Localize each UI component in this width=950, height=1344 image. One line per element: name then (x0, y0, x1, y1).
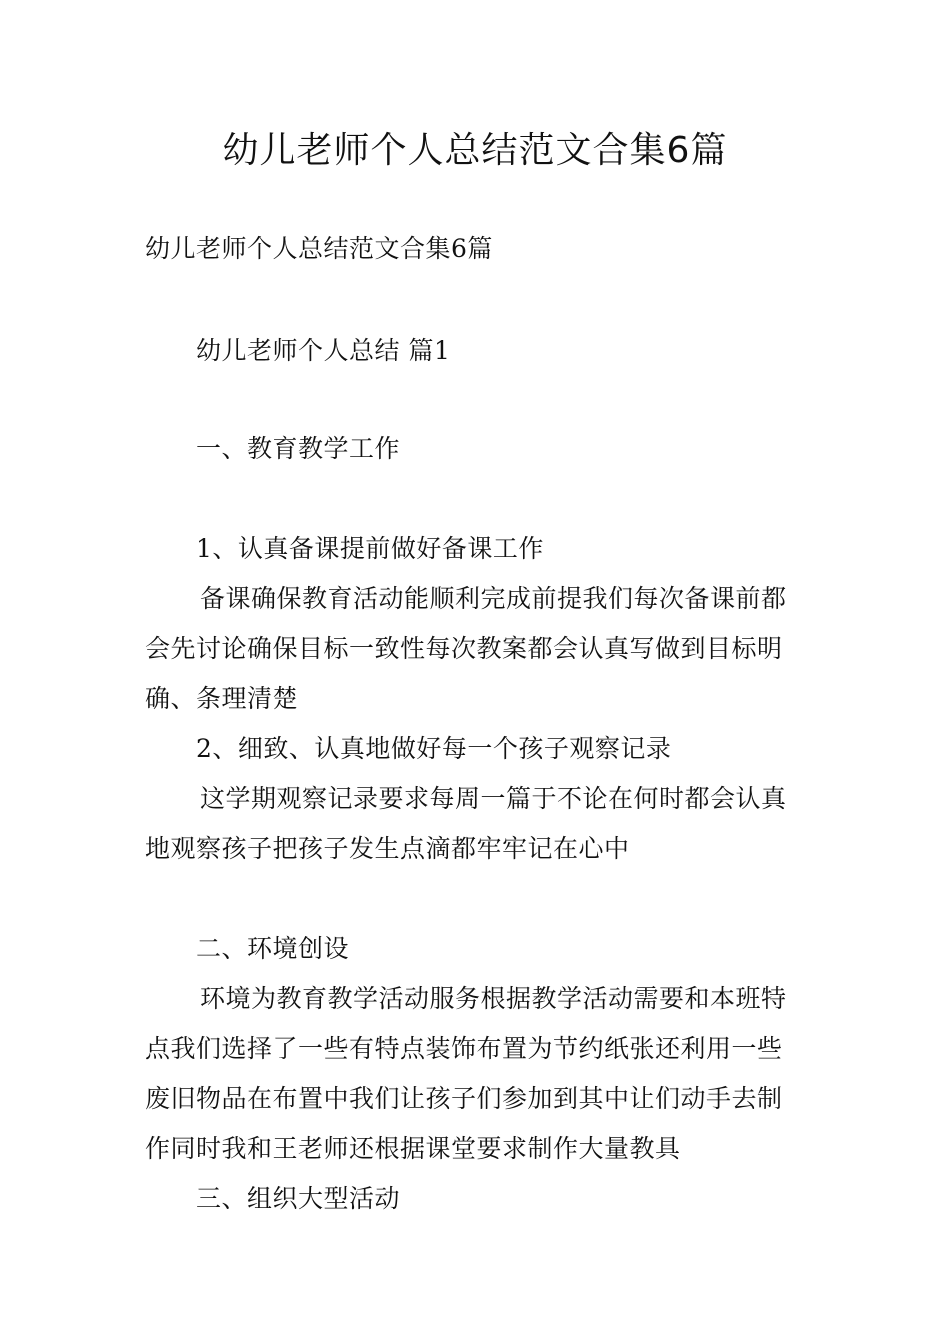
paragraph-line: 这学期观察记录要求每周一篇于不论在何时都会认真 (200, 784, 787, 813)
paragraph-line: 作同时我和王老师还根据课堂要求制作大量教具 (145, 1134, 681, 1163)
heading-environment: 二、环境创设 (196, 934, 350, 963)
heading-education-teaching: 一、教育教学工作 (196, 434, 401, 463)
paragraph-line: 点我们选择了一些有特点装饰布置为节约纸张还利用一些 (145, 1034, 783, 1063)
heading-large-activities: 三、组织大型活动 (196, 1184, 401, 1213)
paragraph-line: 备课确保教育活动能顺利完成前提我们每次备课前都 (200, 584, 787, 613)
document-subtitle: 幼儿老师个人总结范文合集6篇 (145, 234, 493, 263)
paragraph-line: 环境为教育教学活动服务根据教学活动需要和本班特 (200, 984, 787, 1013)
paragraph-line: 废旧物品在布置中我们让孩子们参加到其中让们动手去制 (145, 1084, 783, 1113)
paragraph-line: 地观察孩子把孩子发生点滴都牢牢记在心中 (145, 834, 630, 863)
subheading-observation: 2、细致、认真地做好每一个孩子观察记录 (196, 734, 672, 763)
page-title: 幼儿老师个人总结范文合集6篇 (222, 130, 728, 171)
paragraph-line: 会先讨论确保目标一致性每次教案都会认真写做到目标明 (145, 634, 783, 663)
paragraph-line: 确、条理清楚 (145, 684, 299, 713)
subheading-lesson-prep: 1、认真备课提前做好备课工作 (196, 534, 544, 563)
section-heading: 幼儿老师个人总结 篇1 (196, 336, 451, 365)
